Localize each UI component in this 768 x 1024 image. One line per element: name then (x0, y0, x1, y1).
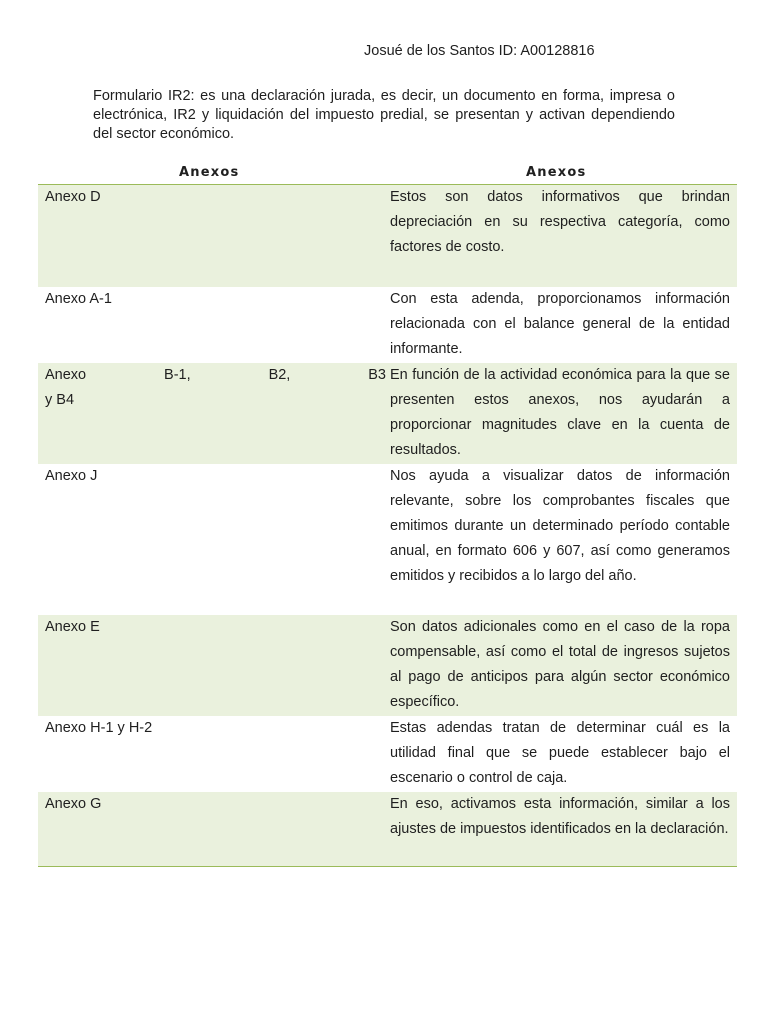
annexes-table (38, 184, 737, 867)
table-row (38, 792, 737, 867)
annex-name (38, 363, 390, 464)
annex-name: Anexo A-1 (45, 290, 112, 307)
annex-name-tail: y B4 (45, 391, 75, 408)
column-header-right: Anexos (526, 165, 587, 180)
table-row (38, 287, 737, 363)
annex-name-part: B-1, (164, 366, 191, 383)
intro-paragraph: Formulario IR2: es una declaración jurada, es decir, un documento en forma, impresa o electrónica, IR2 y liquidación del impuesto predial, se presentan y activan dependiendo del sector económico. (93, 88, 675, 142)
annex-name-part: B2, (268, 366, 291, 383)
annex-description: Son datos adicionales como en el caso de la ropa compensable, así como el total de ingresos sujetos al pago de anticipos para algún sector económico específico. (390, 615, 737, 716)
table-row (38, 363, 737, 464)
table-row (38, 716, 737, 792)
table-row (38, 185, 737, 287)
table-row (38, 464, 737, 615)
annex-description: Con esta adenda, proporcionamos información relacionada con el balance general de la entidad informante. (390, 290, 730, 357)
annex-name: Anexo J (45, 467, 98, 484)
table-row (38, 615, 737, 716)
annex-description: En eso, activamos esta información, similar a los ajustes de impuestos identificados en la declaración. (390, 792, 737, 867)
column-header-left: Anexos (179, 165, 240, 180)
annex-description: En función de la actividad económica para la que se presenten estos anexos, nos ayudarán a proporcionar magnitudes clave en la cuenta de resultados. (390, 363, 737, 464)
annex-description: Estos son datos informativos que brindan depreciación en su respectiva categoría, como factores de costo. (390, 185, 737, 287)
annex-description: Estas adendas tratan de determinar cuál es la utilidad final que se puede establecer bajo el escenario o control de caja. (390, 719, 730, 786)
annex-name: Anexo D (38, 185, 390, 287)
annex-name: Anexo G (38, 792, 390, 867)
annex-name-line (45, 363, 390, 388)
annex-name-part: B3 (368, 366, 386, 383)
annex-name: Anexo H-1 y H-2 (45, 719, 153, 736)
annex-description: Nos ayuda a visualizar datos de información relevante, sobre los comprobantes fiscales que emitimos durante un determinado período contable anual, en formato 606 y 607, así como generamos emitidos y recibidos a lo largo del año. (390, 467, 730, 585)
annex-name: Anexo E (38, 615, 390, 716)
author-id-line: Josué de los Santos ID: A00128816 (364, 43, 595, 59)
annex-name-part: Anexo (45, 366, 87, 383)
